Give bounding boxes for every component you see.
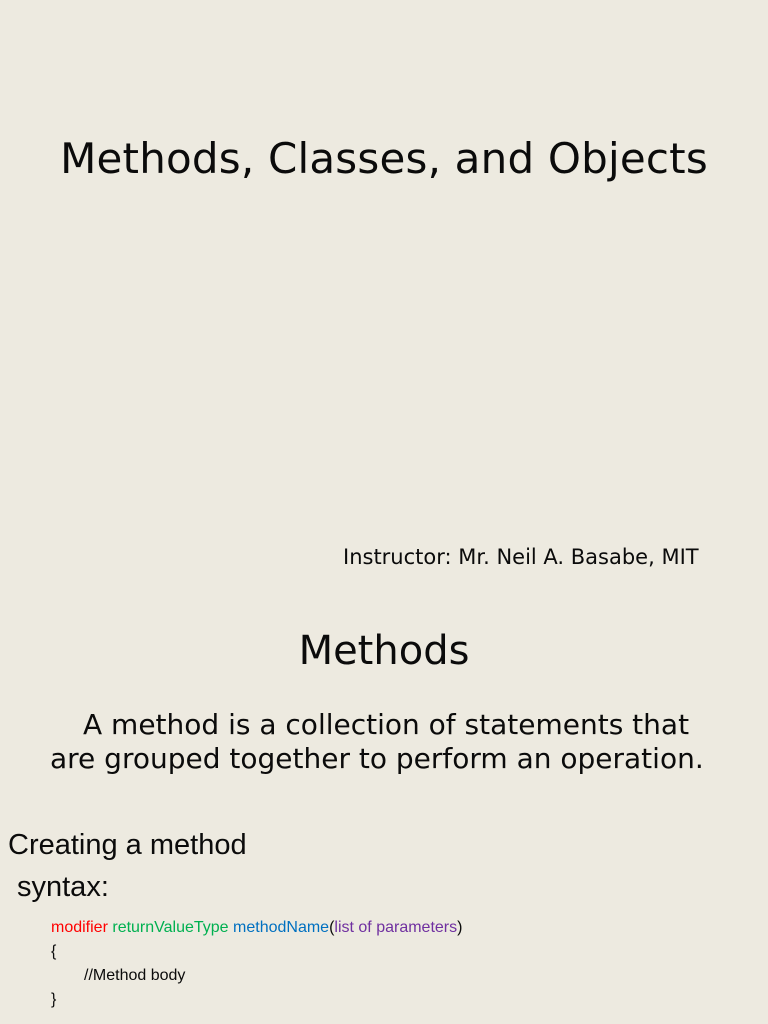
code-modifier: modifier [51, 919, 108, 936]
definition-line-1: A method is a collection of statements that [83, 708, 690, 741]
methods-heading: Methods [298, 628, 470, 674]
code-method-name: methodName [233, 919, 330, 936]
creating-method-subheading: Creating a method [8, 829, 247, 861]
syntax-label: syntax: [17, 871, 109, 903]
method-syntax-code [51, 916, 462, 1012]
instructor-credit: Instructor: Mr. Neil A. Basabe, MIT [343, 545, 699, 569]
code-open-brace: { [51, 943, 57, 960]
definition-line-2: are grouped together to perform an operation. [50, 742, 704, 775]
code-return-type: returnValueType [112, 919, 229, 936]
code-signature-line [51, 916, 462, 940]
code-close-brace: } [51, 991, 57, 1008]
code-comment: //Method body [84, 967, 186, 984]
methods-slide [0, 610, 768, 1024]
method-definition [50, 708, 760, 776]
code-parameters: list of parameters [334, 919, 458, 936]
slide-title: Methods, Classes, and Objects [60, 134, 708, 183]
code-open-paren: ( [329, 919, 335, 936]
code-close-paren: ) [457, 919, 463, 936]
